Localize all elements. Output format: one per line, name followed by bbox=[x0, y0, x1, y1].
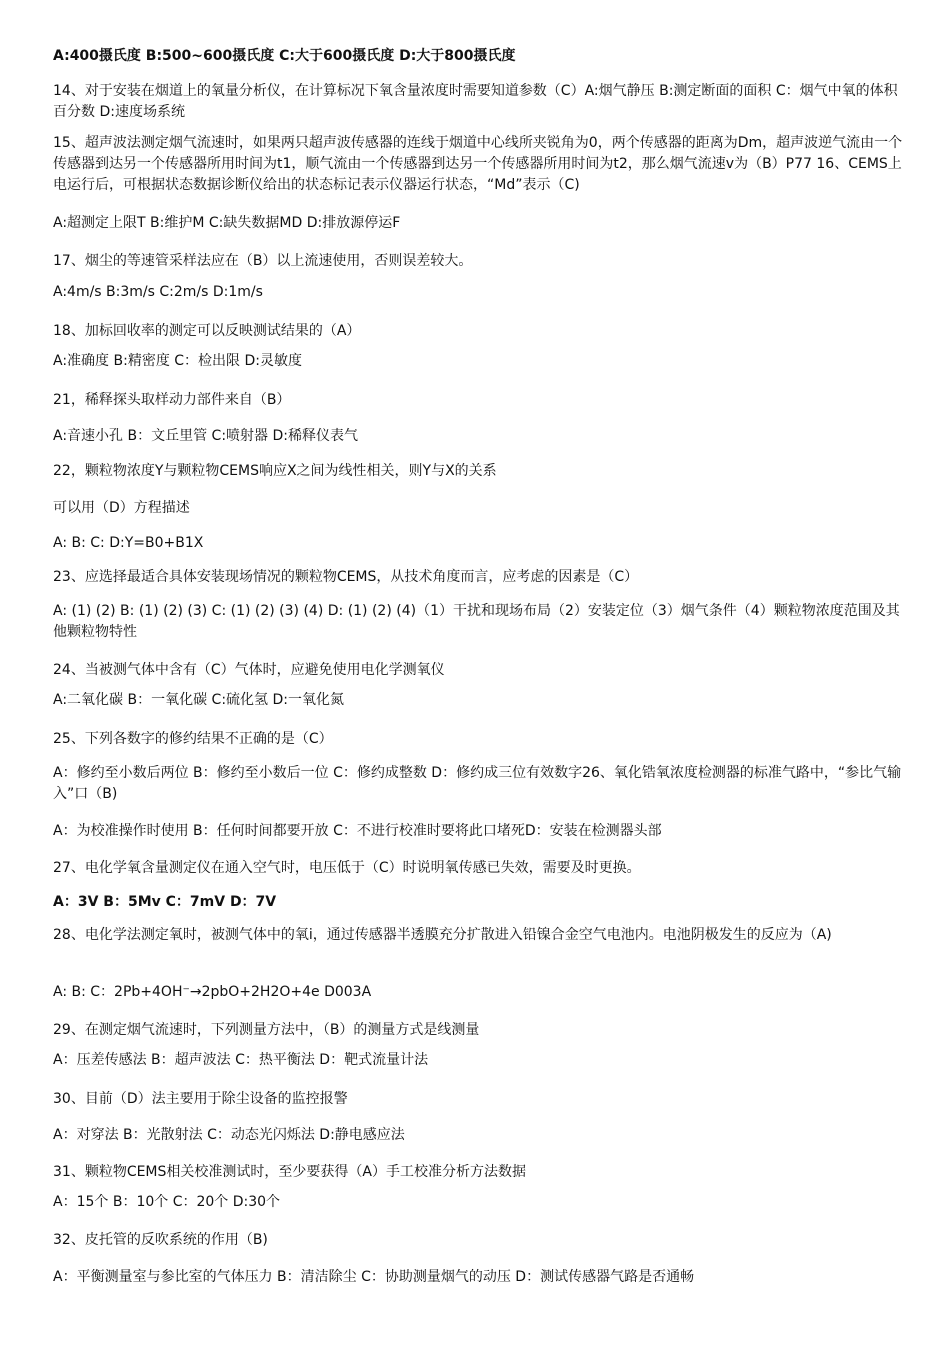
text-line: A：15个 B：10个 C：20个 D:30个 bbox=[53, 1194, 281, 1210]
text-line: 17、烟尘的等速管采样法应在（B）以上流速使用，否则误差较大。 bbox=[53, 253, 473, 269]
text-line: 30、目前（D）法主要用于除尘设备的监控报警 bbox=[53, 1091, 348, 1107]
text-line: A：对穿法 B：光散射法 C：动态光闪烁法 D:静电感应法 bbox=[53, 1127, 405, 1143]
text-line: 28、电化学法测定氧时，被测气体中的氧i，通过传感器半透膜充分扩散进入铅镍合金空气电池内。电池阴极发生的反应为（A) bbox=[53, 927, 832, 943]
text-line: 29、在测定烟气流速时，下列测量方法中，（B）的测量方式是线测量 bbox=[53, 1022, 480, 1038]
text-line: A:准确度 B:精密度 C：检出限 D:灵敏度 bbox=[53, 353, 302, 369]
text-line: 27、电化学氧含量测定仪在通入空气时，电压低于（C）时说明氧传感已失效，需要及时更换。 bbox=[53, 860, 641, 876]
text-line: 23、应选择最适合具体安装现场情况的颗粒物CEMS，从技术角度而言，应考虑的因素是（C） bbox=[53, 569, 639, 585]
text-line: A：3V B：5Mv C：7mV D：7V bbox=[53, 894, 277, 910]
text-line: A:4m/s B:3m/s C:2m/s D:1m/s bbox=[53, 284, 263, 300]
text-line: A:超测定上限T B:维护M C:缺失数据MD D:排放源停运F bbox=[53, 215, 401, 231]
text-line: 可以用（D）方程描述 bbox=[53, 500, 190, 516]
text-line: A:二氧化碳 B：一氧化碳 C:硫化氢 D:一氧化氮 bbox=[53, 692, 344, 708]
text-line: 32、皮托管的反吹系统的作用（B) bbox=[53, 1232, 268, 1248]
text-line: A：为校准操作时使用 B：任何时间都要开放 C：不进行校准时要将此口堵死D：安装在检测器头部 bbox=[53, 823, 662, 839]
text-line: A：修约至小数后两位 B：修约至小数后一位 C：修约成整数 D：修约成三位有效数字26、氧化锆氧浓度检测器的标准气路中，“参比气输入”口（B) bbox=[53, 765, 902, 802]
text-line: A：压差传感法 B：超声波法 C：热平衡法 D：靶式流量计法 bbox=[53, 1052, 429, 1068]
text-line: 25、下列各数字的修约结果不正确的是（C） bbox=[53, 731, 333, 747]
text-line: 15、超声波法测定烟气流速时，如果两只超声波传感器的连线于烟道中心线所夹锐角为0，两个传感器的距离为Dm，超声波逆气流由一个传感器到达另一个传感器所用时间为t1，顺气流由一个传感器到达另一个传感器所用时间为t2，那么烟气流速v为（B）P77 16、CEMS上电运行后，可根据状态数据诊断仪给出的状态标记表示仪器运行状态，“Md”表示（C) bbox=[53, 135, 903, 193]
text-line: A：平衡测量室与参比室的气体压力 B：清洁除尘 C：协助测量烟气的动压 D：测试传感器气路是否通畅 bbox=[53, 1269, 695, 1285]
text-line: A:音速小孔 B：文丘里管 C:喷射器 D:稀释仪表气 bbox=[53, 428, 358, 444]
text-line: A:400摄氏度 B:500~600摄氏度 C:大于600摄氏度 D:大于800摄氏度 bbox=[53, 48, 516, 64]
text-line: 31、颗粒物CEMS相关校准测试时，至少要获得（A）手工校准分析方法数据 bbox=[53, 1164, 526, 1180]
text-line: 24、当被测气体中含有（C）气体时，应避免使用电化学测氧仪 bbox=[53, 662, 445, 678]
text-line: A: (1) (2) B: (1) (2) (3) C: (1) (2) (3) (4) D: (1) (2) (4)（1）干扰和现场布局（2）安装定位（3）烟气条件（4）颗粒物浓度范围及其他颗粒物特性 bbox=[53, 603, 900, 640]
text-line: 14、对于安装在烟道上的氧量分析仪，在计算标况下氧含量浓度时需要知道参数（C）A:烟气静压 B:测定断面的面积 C：烟气中氧的体积百分数 D:速度场系统 bbox=[53, 83, 898, 120]
text-line: A: B: C: D:Y=B0+B1X bbox=[53, 535, 204, 551]
text-line: 22，颗粒物浓度Y与颗粒物CEMS响应X之间为线性相关，则Y与X的关系 bbox=[53, 463, 497, 479]
text-line: 21，稀释探头取样动力部件来自（B） bbox=[53, 392, 291, 408]
text-line: A: B: C：2Pb+4OH⁻→2pbO+2H2O+4e D003A bbox=[53, 984, 372, 1000]
text-line: 18、加标回收率的测定可以反映测试结果的（A） bbox=[53, 323, 361, 339]
